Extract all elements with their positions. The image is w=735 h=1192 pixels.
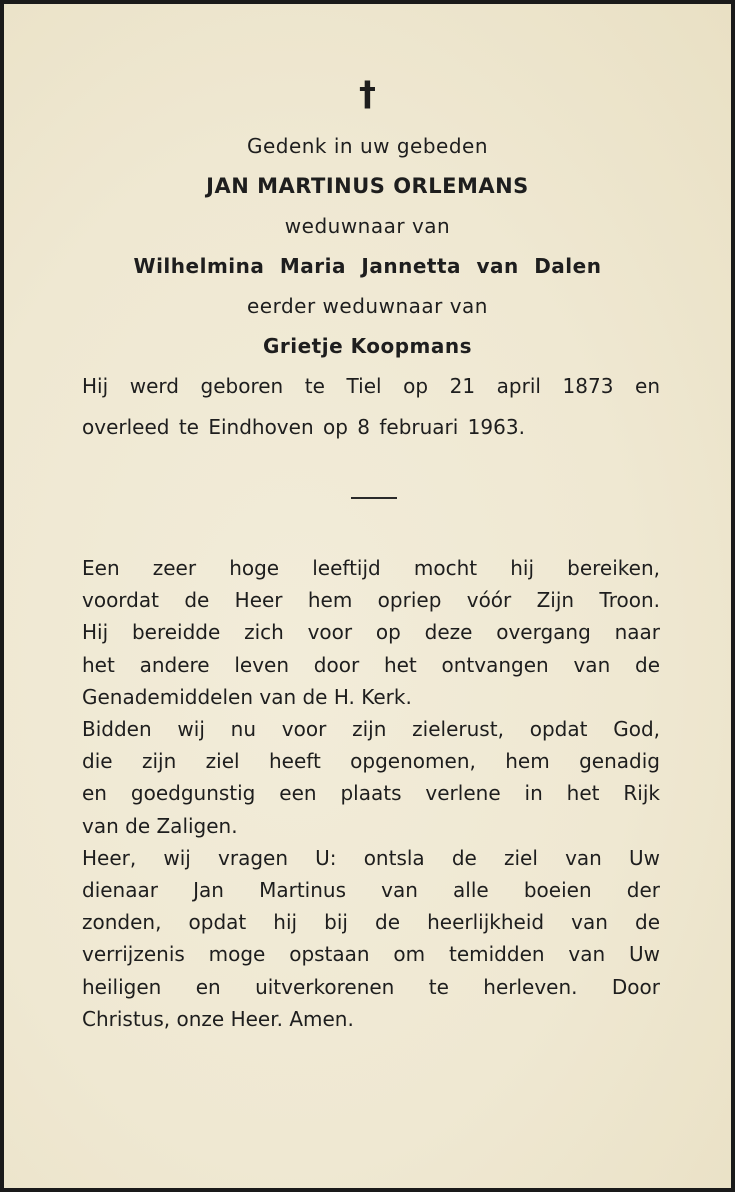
earlier-widower-label: eerder weduwnaar van — [247, 294, 488, 318]
prayer-text — [82, 552, 660, 1035]
prayer-line: Bidden wij nu voor zijn zielerust, opdat God, — [82, 717, 660, 742]
prayer-line: van de Zaligen. — [82, 813, 238, 838]
prayer-line: en goedgunstig een plaats verlene in het Rijk — [82, 781, 660, 806]
cross-icon: † — [359, 74, 376, 114]
prayer-line: Genademiddelen van de H. Kerk. — [82, 684, 412, 709]
prayer-line: Hij bereidde zich voor op deze overgang naar — [82, 620, 660, 645]
prayer-line: Heer, wij vragen U: ontsla de ziel van Uw — [82, 845, 660, 870]
divider — [351, 497, 397, 499]
prayer-line: Een zeer hoge leeftijd mocht hij bereiken, — [82, 556, 660, 580]
spouse-name-2: Grietje Koopmans — [262, 334, 473, 358]
prayer-line: Christus, onze Heer. Amen. — [82, 1006, 354, 1031]
prayer-intro: Gedenk in uw gebeden — [246, 134, 489, 158]
widower-of-label: weduwnaar van — [284, 214, 451, 238]
death-line: overleed te Eindhoven op 8 februari 1963. — [82, 415, 525, 439]
deceased-name: JAN MARTINUS ORLEMANS — [206, 174, 529, 198]
prayer-line: verrijzenis moge opstaan om temidden van Uw — [82, 942, 660, 967]
prayer-line: die zijn ziel heeft opgenomen, hem genadig — [82, 749, 660, 774]
prayer-line: zonden, opdat hij bij de heerlijkheid van de — [82, 910, 660, 935]
memorial-card — [4, 4, 731, 1188]
prayer-line: voordat de Heer hem opriep vóór Zijn Troon. — [82, 588, 660, 613]
birth-line: Hij werd geboren te Tiel op 21 april 1873 en — [82, 374, 660, 398]
prayer-line: heiligen en uitverkorenen te herleven. Door — [82, 974, 660, 999]
card-header — [4, 74, 731, 366]
prayer-line: dienaar Jan Martinus van alle boeien der — [82, 878, 660, 903]
prayer-line: het andere leven door het ontvangen van de — [82, 652, 660, 677]
spouse-name-1: Wilhelmina Maria Jannetta van Dalen — [133, 254, 602, 278]
birth-death-statement — [82, 366, 660, 448]
